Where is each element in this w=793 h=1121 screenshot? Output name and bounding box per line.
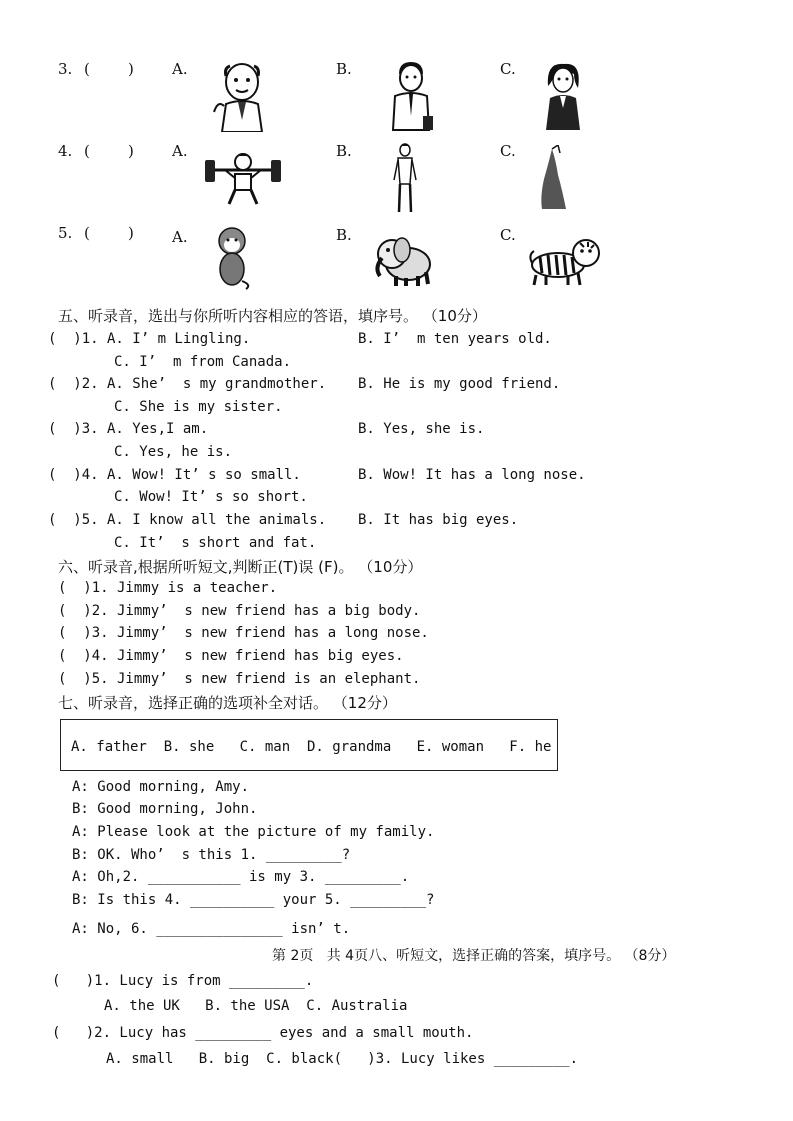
boy-lifting-barbell-image	[205, 150, 281, 206]
true-false-item: ( )2. Jimmy’ s new friend has a big body.	[58, 603, 421, 619]
answer-paren: ( )	[84, 60, 134, 78]
item-option-b: B. I’ m ten years old.	[358, 331, 552, 347]
man-in-suit-image	[385, 60, 435, 132]
answer-paren: ( )	[84, 142, 134, 160]
item-option-c: C. It’ s short and fat.	[114, 535, 317, 551]
page-footer-and-section-8-heading: 第 2页 共 4页八、听短文，选择正确的答案，填序号。 （8分）	[272, 948, 676, 964]
item-question: ( )2. A. She’ s my grandmother.	[48, 376, 327, 392]
item-question: ( )3. A. Yes,I am.	[48, 421, 209, 437]
dialogue-line: B: Is this 4. __________ your 5. _________?	[72, 892, 435, 908]
item-option-b: B. He is my good friend.	[358, 376, 561, 392]
elephant-image	[372, 232, 436, 288]
option-c-label: C.	[500, 60, 516, 78]
item-option-c: C. Wow! It’ s so short.	[114, 489, 308, 505]
option-c-label: C.	[500, 142, 516, 160]
monkey-image	[212, 225, 252, 291]
tree-silhouette-image	[538, 145, 568, 213]
option-c-label: C.	[500, 226, 516, 244]
option-b-label: B.	[336, 60, 352, 78]
word-bank-options: A. father B. she C. man D. grandma E. woman F. he	[71, 739, 552, 755]
section-7-heading: 七、听录音，选择正确的选项补全对话。 （12分）	[58, 694, 397, 712]
option-a-label: A.	[172, 60, 188, 78]
section-8-options: A. the UK B. the USA C. Australia	[104, 998, 408, 1014]
item-question: ( )5. A. I know all the animals.	[48, 512, 327, 528]
item-option-c: C. She is my sister.	[114, 399, 283, 415]
tall-thin-man-image	[392, 142, 418, 214]
item-question: ( )1. A. I’ m Lingling.	[48, 331, 251, 347]
question-number: 5.	[58, 224, 73, 242]
answer-paren: ( )	[84, 224, 134, 242]
dialogue-line: A: Oh,2. ___________ is my 3. _________.	[72, 869, 410, 885]
dialogue-line: B: OK. Who’ s this 1. _________?	[72, 847, 351, 863]
word-bank-box	[60, 719, 558, 771]
dialogue-line: B: Good morning, John.	[72, 801, 258, 817]
option-b-label: B.	[336, 142, 352, 160]
item-option-b: B. Wow! It has a long nose.	[358, 467, 586, 483]
option-a-label: A.	[172, 228, 188, 246]
option-a-label: A.	[172, 142, 188, 160]
section-6-heading: 六、听录音,根据所听短文,判断正(T)误 (F)。 （10分）	[58, 558, 423, 576]
section-8-question: ( )2. Lucy has _________ eyes and a small mouth.	[52, 1025, 474, 1041]
true-false-item: ( )4. Jimmy’ s new friend has big eyes.	[58, 648, 404, 664]
item-option-c: C. Yes, he is.	[114, 444, 233, 460]
woman-image	[540, 60, 586, 132]
section-8-question: ( )1. Lucy is from _________.	[52, 973, 314, 989]
question-number: 4.	[58, 142, 73, 160]
item-option-b: B. It has big eyes.	[358, 512, 519, 528]
dialogue-line: A: No, 6. _______________ isn’ t.	[72, 921, 351, 937]
true-false-item: ( )3. Jimmy’ s new friend has a long nose.	[58, 625, 429, 641]
true-false-item: ( )1. Jimmy is a teacher.	[58, 580, 278, 596]
option-b-label: B.	[336, 226, 352, 244]
question-number: 3.	[58, 60, 73, 78]
item-option-b: B. Yes, she is.	[358, 421, 485, 437]
item-question: ( )4. A. Wow! It’ s so small.	[48, 467, 301, 483]
section-5-heading: 五、听录音，选出与你所听内容相应的答语，填序号。 （10分）	[58, 307, 487, 325]
section-8-options: A. small B. big C. black( )3. Lucy likes _________.	[106, 1051, 579, 1067]
bald-man-scratching-head-image	[210, 60, 272, 132]
tiger-image	[528, 233, 604, 287]
dialogue-line: A: Good morning, Amy.	[72, 779, 250, 795]
true-false-item: ( )5. Jimmy’ s new friend is an elephant.	[58, 671, 421, 687]
item-option-c: C. I’ m from Canada.	[114, 354, 292, 370]
dialogue-line: A: Please look at the picture of my family.	[72, 824, 435, 840]
